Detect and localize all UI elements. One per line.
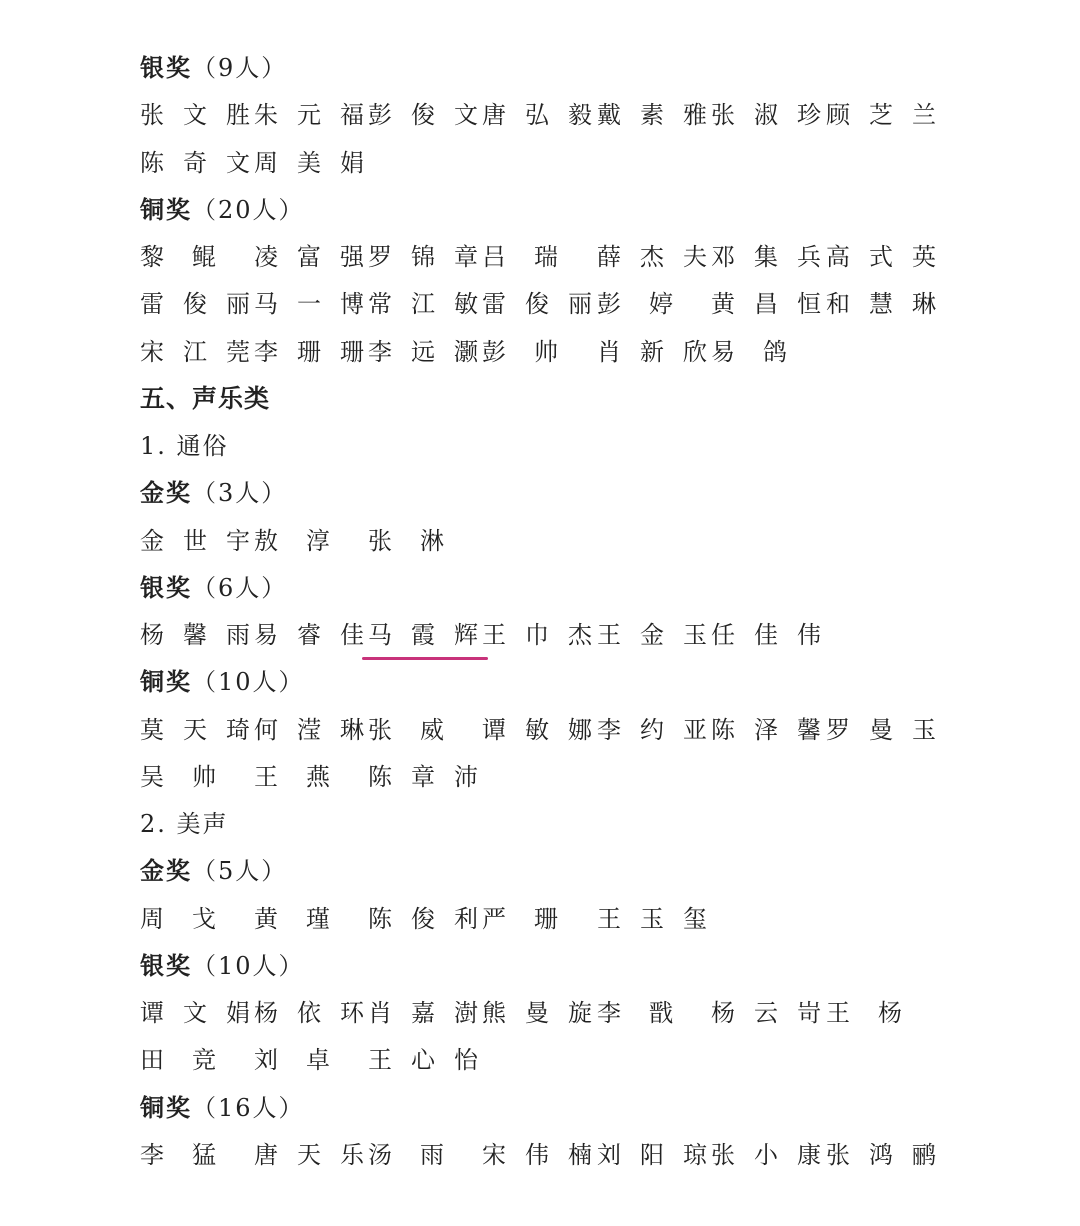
subsection-heading: 1. 通俗 [140,432,229,460]
awardee-name: 刘 卓 [254,1046,330,1074]
award-tier-heading [140,48,287,88]
awardee-name: 周 美 娟 [254,149,364,177]
awardee-name-highlighted: 马 霞 辉 [368,615,478,655]
awardee-name: 高 式 英 [826,243,936,271]
awardee-name: 张 威 [368,716,444,744]
awardee-name: 易 睿 佳 [254,621,364,649]
name-row [0,1135,1080,1175]
award-tier-label: 金奖 [140,856,192,885]
subsection-heading: 2. 美声 [140,810,229,838]
awardee-name: 谭 文 娟 [140,999,250,1027]
awardee-name: 薛 杰 夫 [597,243,707,271]
name-row [0,332,1080,372]
awardee-name: 邓 集 兵 [711,243,821,271]
awardee-name: 唐 天 乐 [254,1141,364,1169]
awardee-name: 雷 俊 丽 [482,290,592,318]
awardee-name: 敖 淳 [254,527,330,555]
award-tier-label: 铜奖 [140,195,192,224]
awardee-name: 彭 帅 [482,338,558,366]
awardee-name: 黄 昌 恒 [711,290,821,318]
awardee-name: 张 淋 [368,527,444,555]
name-row [0,993,1080,1033]
award-tier-heading [140,851,287,891]
award-tier-count: （6人） [192,574,288,602]
awardee-name: 彭 俊 文 [368,101,478,129]
award-tier-heading [140,946,305,986]
awardee-name: 朱 元 福 [254,101,364,129]
award-tier-label: 银奖 [140,53,192,82]
awardee-name: 莫 天 琦 [140,716,250,744]
name-row [0,710,1080,750]
award-tier-count: （10人） [192,668,305,696]
awardee-name: 任 佳 伟 [711,621,821,649]
award-tier-heading [140,190,305,230]
awardee-name: 顾 芝 兰 [826,101,936,129]
awardee-name: 何 滢 琳 [254,716,364,744]
awardee-name: 肖 嘉 澍 [368,999,478,1027]
award-tier-label: 铜奖 [140,667,192,696]
awardee-name: 吕 瑞 [482,243,558,271]
award-tier-label: 银奖 [140,951,192,980]
awardee-name: 严 珊 [482,905,558,933]
awardee-name: 李 戬 [597,999,673,1027]
awardee-name: 田 竞 [140,1046,216,1074]
awardee-name: 吴 帅 [140,763,216,791]
awardee-name: 张 鸿 鹂 [826,1141,936,1169]
awardee-name: 凌 富 强 [254,243,364,271]
award-tier-heading [140,568,287,608]
awardee-name: 李 猛 [140,1141,216,1169]
awardee-name: 王 玉 玺 [597,905,707,933]
name-row [0,284,1080,324]
awardee-name: 陈 奇 文 [140,149,250,177]
award-tier-heading [140,1088,305,1128]
award-tier-count: （9人） [192,54,288,82]
award-tier-count: （16人） [192,1094,305,1122]
awardee-name: 杨 依 环 [254,999,364,1027]
awardee-name: 雷 俊 丽 [140,290,250,318]
name-row [0,95,1080,135]
awardee-name: 李 珊 珊 [254,338,364,366]
name-row [0,1040,1080,1080]
name-row [0,615,1080,655]
award-tier-count: （5人） [192,857,288,885]
award-tier-heading [140,473,287,513]
awardee-name: 彭 婷 [597,290,673,318]
awardee-name: 谭 敏 娜 [482,716,592,744]
awardee-name: 王 杨 [826,999,902,1027]
awardee-name: 金 世 宇 [140,527,250,555]
awardee-name: 黄 瑾 [254,905,330,933]
award-tier-label: 铜奖 [140,1093,192,1122]
awardee-name: 杨 馨 雨 [140,621,250,649]
awardee-name: 唐 弘 毅 [482,101,592,129]
awardee-name: 马 一 博 [254,290,364,318]
awardee-name: 熊 曼 旋 [482,999,592,1027]
award-tier-label: 银奖 [140,573,192,602]
awardee-name: 张 淑 珍 [711,101,821,129]
awardee-name: 罗 锦 章 [368,243,478,271]
awardee-name: 和 慧 琳 [826,290,936,318]
awardee-name: 陈 章 沛 [368,763,478,791]
awardee-name: 杨 云 岢 [711,999,821,1027]
section-heading: 五、声乐类 [140,384,271,413]
award-tier-count: （10人） [192,952,305,980]
awardee-name: 陈 俊 利 [368,905,478,933]
name-row [0,143,1080,183]
name-row [0,757,1080,797]
awardee-name: 王 巾 杰 [482,621,592,649]
award-tier-heading [140,662,305,702]
awardee-name: 黎 鲲 [140,243,216,271]
awardee-name: 肖 新 欣 [597,338,707,366]
name-row [0,899,1080,939]
award-tier-label: 金奖 [140,478,192,507]
awardee-name: 王 心 怡 [368,1046,478,1074]
awardee-name: 易 鸽 [711,338,787,366]
award-tier-count: （3人） [192,479,288,507]
awardee-name: 宋 江 莞 [140,338,250,366]
awardee-name: 李 远 灏 [368,338,478,366]
name-row [0,521,1080,561]
awardee-name: 周 戈 [140,905,216,933]
awardee-name: 张 文 胜 [140,101,250,129]
awardee-name: 罗 曼 玉 [826,716,936,744]
awardee-name: 张 小 康 [711,1141,821,1169]
awardee-name: 常 江 敏 [368,290,478,318]
name-row [0,237,1080,277]
awardee-name: 汤 雨 [368,1141,444,1169]
awardee-name: 王 燕 [254,763,330,791]
award-tier-count: （20人） [192,196,305,224]
awardee-name: 宋 伟 楠 [482,1141,592,1169]
awardee-name: 李 约 亚 [597,716,707,744]
awardee-name: 陈 泽 馨 [711,716,821,744]
awardee-name: 戴 素 雅 [597,101,707,129]
awardee-name: 王 金 玉 [597,621,707,649]
awardee-name: 刘 阳 琼 [597,1141,707,1169]
